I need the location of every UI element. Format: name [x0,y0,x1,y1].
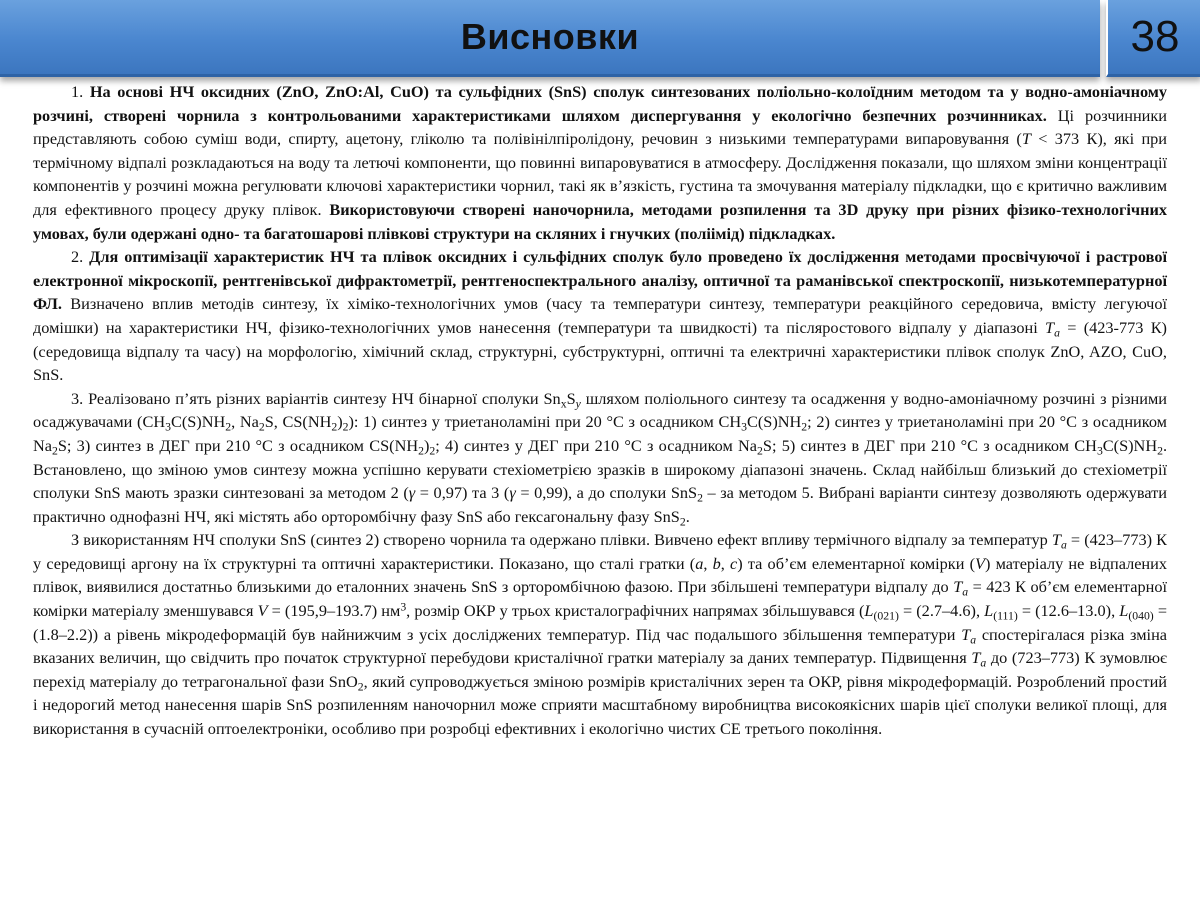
subscript: (040) [1128,609,1154,623]
text: S [566,388,576,408]
subscript: 2 [801,420,808,434]
conclusion-1 [33,80,1167,245]
symbol: T [1021,129,1031,149]
text: < 373 К), які при термічному відпалі розкладаються на воду та летючі компоненти, що повинні випаровуватися в атмосферу. Дослідження показали, що шляхом зміни концентрації компонентів у розчині можна регулювати ключові характеристики чорнил, такі як в’язкість, густина та змочування матеріалу підкладки, що є критично важливим для ефективного процесу друку плівок. [33,129,1168,219]
text: спостерігалася різка зміна вказаних величин, що свідчить про початок структурної перебудови кристалічної гратки матеріалу за даних температур. Підвищення [33,624,1168,668]
bold-text: Використовуючи створені наночорнила, методами розпилення та 3D друку при різних фізико-технологічних умовах, були одержані одно- та багатошарові плівкові структури на скляних і гнучких (поліімід) підкладках. [33,199,1167,243]
symbol: a [695,553,704,573]
subscript: 2 [418,444,424,458]
subscript: y [575,397,581,410]
text: = (195,9–193.7) нм [267,601,401,621]
text: 3. Реалізовано п’ять різних варіантів синтезу НЧ бінарної сполуки Sn [71,388,561,408]
symbol: b [712,553,721,573]
symbol: T [1045,317,1055,337]
symbol: γ [408,483,416,503]
slide-title: Висновки [460,16,640,57]
subscript: (111) [993,609,1018,623]
text: шляхом поліольного синтезу та осадження у водно-амоніачному розчині з різними осаджувачами (CH [33,388,1167,432]
symbol: T [961,624,971,644]
subscript: 2 [357,680,364,694]
text: ; 2) синтез у триетаноламіні при 20 °С з осадником Na [33,412,1167,455]
text: . Встановлено, що зміною умов синтезу можна успішно керувати стехіометрією зразків в широкому діапазоні значень. Склад найбільш близький до стехіометрії сполуки SnS мають зразки синтезовані за методом 2 ( [33,435,1168,503]
subscript: 2 [1157,444,1163,458]
subscript: 2 [342,420,349,434]
text: Ці розчинники представляють собою суміш води, спирту, ацетону, гліколю та полівінілпіролідону, речовин з низькими температурами випаровування ( [33,105,1167,149]
conclusions-body [33,80,1167,741]
text: до (723–773) К зумовлює перехід матеріалу до тетрагональної фази SnO [33,648,1167,691]
text: ): 1) синтез у триетаноламіні при 20 °С з осадником CH [348,412,742,432]
text: = (423–773) К у середовищі аргону на їх структурні та оптичні характеристики. Показано, що сталі гратки ( [33,530,1167,573]
text: C(S)NH [1102,435,1158,455]
text: З використанням НЧ сполуки SnS (синтез 2) створено чорнила та одержано плівки. Вивчено ефект впливу термічного відпалу за температур [71,530,1052,550]
text: , розмір ОКР у трьох кристалографічних напрямах збільшувався ( [406,601,865,621]
subscript: x [560,397,567,410]
subscript: a [1054,326,1060,340]
text: ; 4) синтез у ДЕГ при 210 °С з осадником Na [435,435,758,455]
subscript: 3 [165,420,171,434]
symbol: γ [509,483,516,503]
text: = (423-773 К) (середовища відпалу та часу) на морфологію, хімічний склад, структурні, субструктурні, оптичні та електричні характеристики плівок сполук ZnO, AZO, CuO, SnS. [33,317,1167,385]
item-number: 2. [71,247,90,267]
text: = 0,99), а до сполуки SnS [515,483,698,503]
text: ) [423,435,430,455]
symbol: T [971,648,981,668]
subscript: 2 [429,444,436,458]
text: , [720,553,731,573]
symbol: L [984,601,994,621]
symbol: L [864,601,874,621]
text: S; 3) синтез в ДЕГ при 210 °С з осадником CS(NH [57,435,419,455]
text: , Na [231,412,259,432]
symbol: V [975,553,985,573]
symbol: L [1119,601,1129,621]
subscript: 2 [225,420,232,434]
subscript: 3 [741,420,747,434]
text: = (2.7–4.6), [898,601,985,621]
text: = (1.8–2.2)) а рівень мікродеформацій був найнижчим з усіх досліджених температур. Під час подальшого збільшення температури [33,601,1168,644]
subscript: 2 [258,420,265,434]
text: ) матеріалу не відпалених плівок, виявилися достатньо близькими до еталонних значень SnS з орторомбічною фазою. При збільшені температури відпалу до [33,553,1167,597]
bold-text: Для оптимізації характеристик НЧ та плівок оксидних і сульфідних сполук було проведено їх дослідження методами просвічуючої і растрової електронної мікроскопії, рентгенівської дифрактометрії, рентгеноспектрального аналізу, оптичної та раманівської спектроскопії, низькотемпературної ФЛ. [33,247,1168,314]
conclusion-3 [33,387,1167,529]
text: . [685,506,690,526]
text: , [703,553,713,573]
conclusion-2 [33,245,1167,387]
subscript: a [962,585,969,599]
symbol: T [1051,530,1061,550]
text: S, CS(NH [264,412,332,432]
conclusion-4 [33,528,1167,740]
subscript: 2 [331,420,338,434]
text: – за методом 5. Вибрані варіанти синтезу дозволяють одержувати практично однофазні НЧ, які містять або орторомбічну фазу SnS або гексагональну фазу SnS [33,483,1168,526]
title-bar [0,0,1100,77]
subscript: a [970,632,977,646]
bold-text: На основі НЧ оксидних (ZnO, ZnO:Al, CuO) та сульфідних (SnS) сполук синтезованих поліольно-колоїдним методом та у водно-амоніачному розчині, створені чорнила з контрольованими характеристиками шляхом диспергування у екологічно безпечних розчинниках. [33,82,1168,125]
text: S; 5) синтез в ДЕГ при 210 °С з осадником CH [762,435,1097,455]
text: C(S)NH [746,412,802,432]
text: = 423 К об’єм елементарної комірки матеріалу зменшувався [33,577,1167,621]
text: Визначено вплив методів синтезу, їх хіміко-технологічних умов (часу та температури синтезу, температури реакційного середовича, вмісту легуючої домішки) на характеристики НЧ, фізико-технологічних умов нанесення (температури та швидкості) та післяростового відпалу у діапазоні [33,294,1167,337]
subscript: 2 [697,491,703,505]
text: ) та об’єм елементарної комірки ( [737,553,976,573]
text: , який супроводжується зміною розмірів кристалічних зерен та ОКР, рівня мікродеформацій. Розроблений простий і недорогий метод нанесення шарів SnS розпиленням наночорнил може сприяти масштабному виробництва високоякісних шарів цієї сполуки великої площі, для використання в сучасній оптоелектроніки, особливо при розробці ефективних і екологічно чистих СЕ третього покоління. [33,671,1167,739]
slide-number-box [1106,0,1200,77]
symbol: c [730,553,738,573]
text: ) [337,412,343,432]
subscript: a [980,656,987,670]
subscript: (021) [873,609,899,623]
item-number: 1. [71,82,90,101]
subscript: a [1060,538,1067,552]
text: = (12.6–13.0), [1017,601,1120,621]
text: = 0,97) та 3 ( [415,483,510,503]
superscript: 3 [400,600,407,614]
symbol: T [953,577,963,597]
subscript: 2 [757,444,763,458]
slide-number: 38 [1130,12,1180,61]
subscript: 2 [51,444,58,458]
symbol: V [257,601,268,621]
subscript: 3 [1096,444,1103,458]
subscript: 2 [679,514,686,528]
text: C(S)NH [170,412,226,432]
